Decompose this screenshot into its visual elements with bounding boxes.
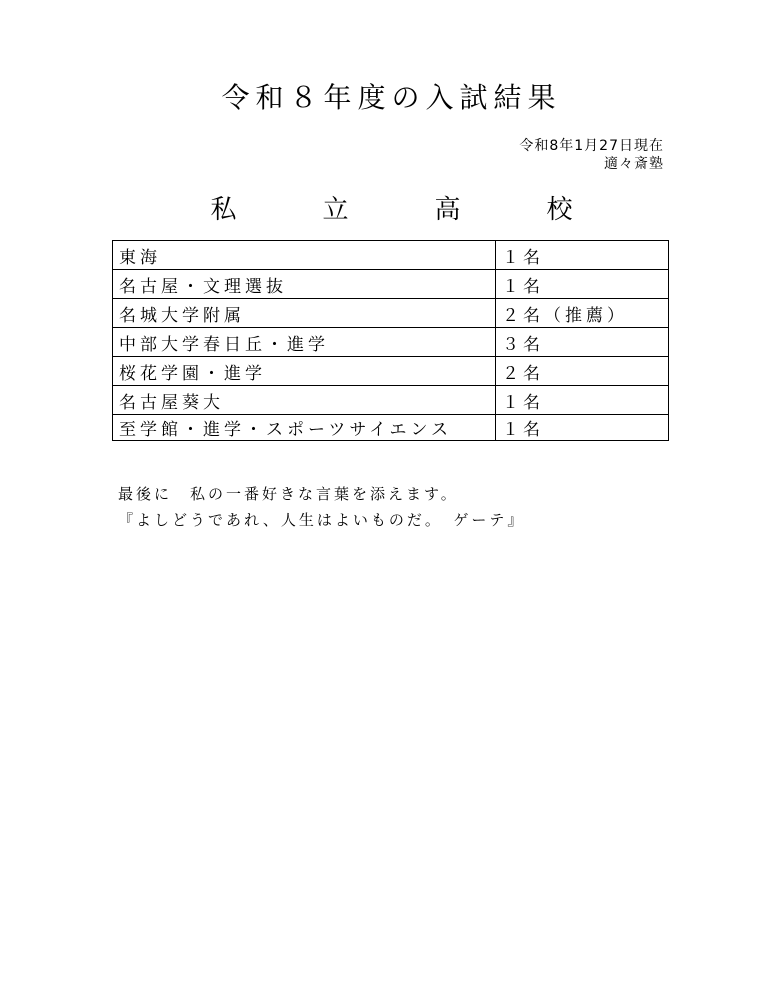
table-row xyxy=(113,241,669,270)
school-name-cell: 中部大学春日丘・進学 xyxy=(113,328,496,357)
closing-quote: 『よしどうであれ、人生はよいものだ。 ゲーテ』 xyxy=(118,511,526,529)
page-title: 令和８年度の入試結果 xyxy=(221,81,562,114)
closing-message xyxy=(118,481,525,533)
table-row xyxy=(113,328,669,357)
pass-count-cell: １名 xyxy=(496,386,669,415)
school-name-cell: 名城大学附属 xyxy=(113,299,496,328)
table-row xyxy=(113,415,669,441)
pass-count-cell: ２名（推薦） xyxy=(496,299,669,328)
school-name-cell: 東海 xyxy=(113,241,496,270)
closing-line-1: 最後に 私の一番好きな言葉を添えます。 xyxy=(118,485,459,503)
section-title: 私 立 高 校 xyxy=(210,195,603,225)
date-label: 令和8年1月27日現在 xyxy=(519,138,664,154)
table-row xyxy=(113,270,669,299)
pass-count-cell: ３名 xyxy=(496,328,669,357)
school-name-cell: 至学館・進学・スポーツサイエンス xyxy=(113,415,496,441)
table-row xyxy=(113,299,669,328)
pass-count-cell: １名 xyxy=(496,415,669,441)
table-row xyxy=(113,386,669,415)
document-meta xyxy=(519,137,664,173)
results-table xyxy=(112,240,669,441)
pass-count-cell: １名 xyxy=(496,241,669,270)
pass-count-cell: １名 xyxy=(496,270,669,299)
school-name-cell: 桜花学園・進学 xyxy=(113,357,496,386)
school-name-cell: 名古屋葵大 xyxy=(113,386,496,415)
author-label: 適々斎塾 xyxy=(604,156,664,172)
pass-count-cell: ２名 xyxy=(496,357,669,386)
school-name-cell: 名古屋・文理選抜 xyxy=(113,270,496,299)
table-row xyxy=(113,357,669,386)
